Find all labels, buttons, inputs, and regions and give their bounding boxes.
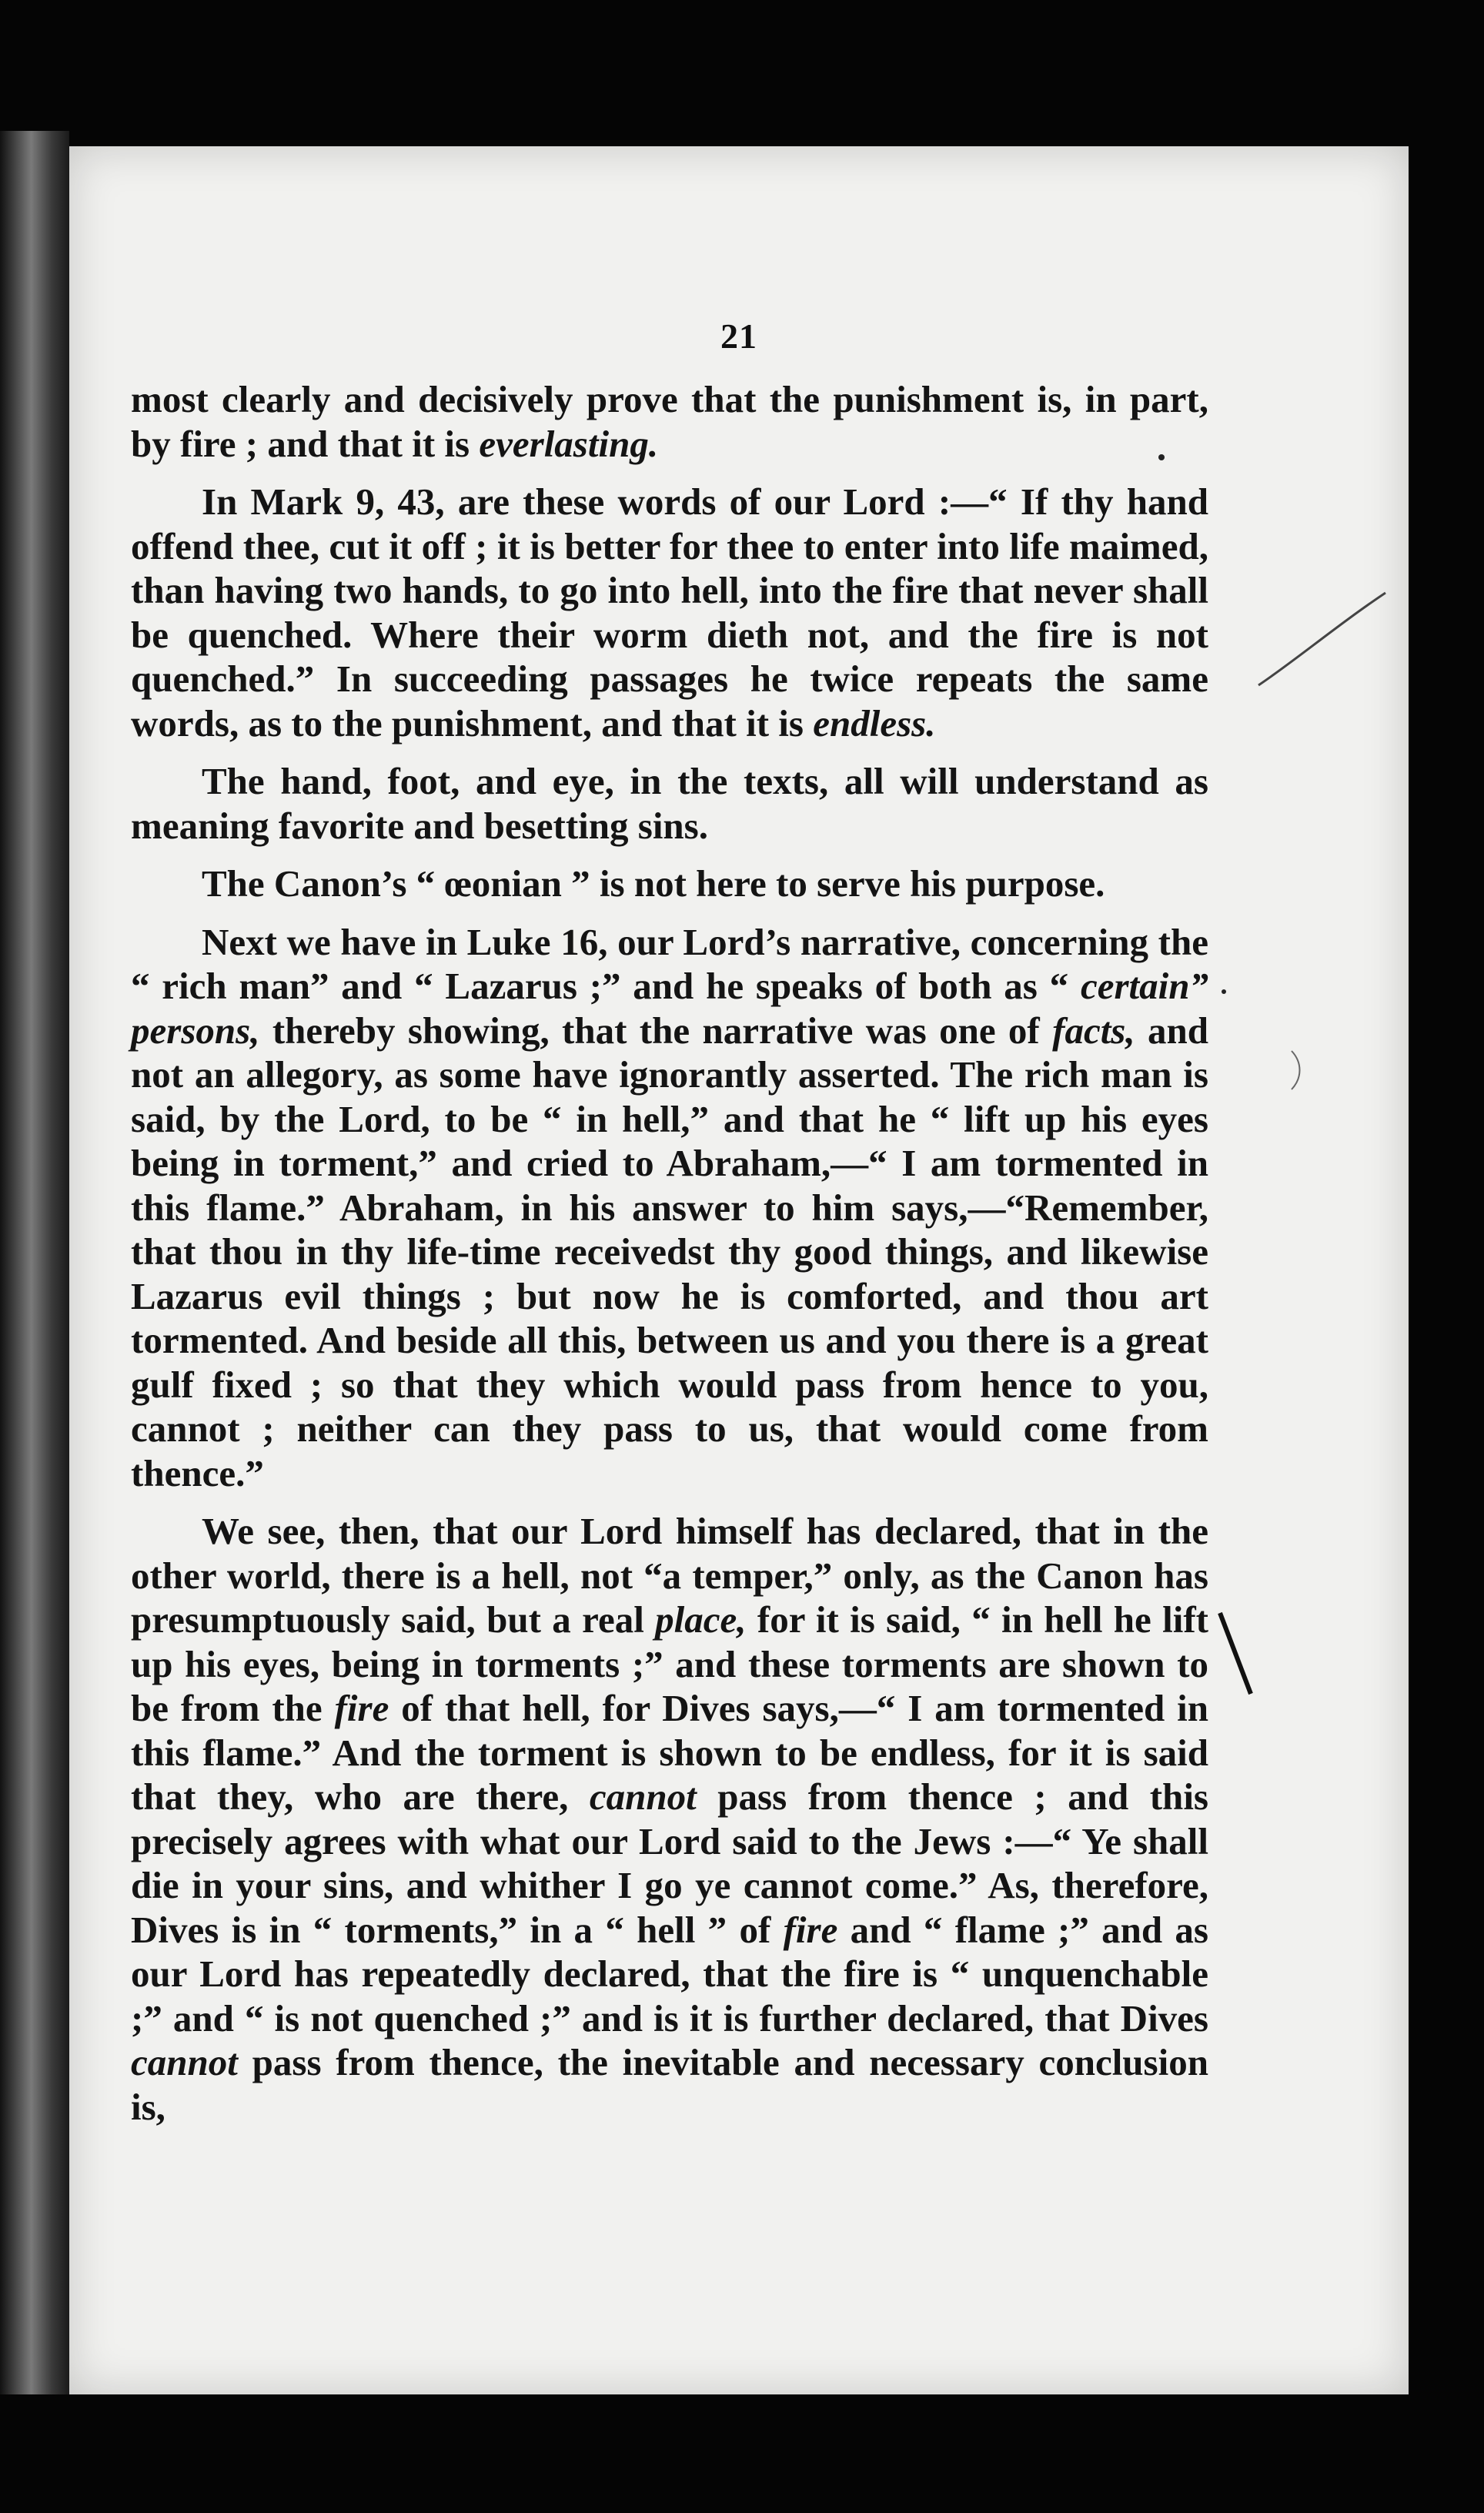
stray-dot [1158,454,1165,460]
italic-text-segment: fire [783,1908,838,1951]
paragraph [131,377,1208,466]
paragraph [131,1509,1208,2129]
paragraph [131,759,1208,848]
italic-text-segment: cannot [589,1775,697,1818]
text-segment: The hand, foot, and eye, in the texts, all will understand as meaning favorite and besetting sins. [131,760,1208,847]
margin-paren-mark [1285,1047,1309,1093]
text-segment: In Mark 9, 43, are these words of our Lord :—“ If thy hand offend thee, cut it off ; it is better for thee to enter into life maimed, than having two hands, to go into hell, into the fire that never shall be quenched. Where their worm dieth not, and the fire is not quenched.” In succeeding passages he twice repeats the same words, as to the punishment, and that it is [131,480,1208,745]
paragraph [131,920,1208,1496]
italic-text-segment: place, [655,1598,747,1641]
margin-pencil-mark-2 [1216,1609,1262,1702]
text-segment: for it is said, “ in hell he lift up his eyes, being in torments ;” and these torments are shown to be from the [131,1598,1208,1729]
italic-text-segment: endless. [813,701,936,745]
italic-text-segment: certain” persons, [131,965,1208,1052]
page-body-text [131,377,1208,2143]
text-segment: most clearly and decisively prove that the punishment is, in part, by fire ; and that it is [131,378,1208,465]
stray-dot [1222,989,1226,994]
page-number: 21 [720,316,757,356]
text-segment: and “ flame ;” and as our Lord has repeatedly declared, that the fire is “ unquenchable ;” and “ is not quenched ;” and is it is further declared, that Dives [131,1908,1209,2040]
book-binding-edge [0,131,69,2394]
text-segment: thereby showing, that the narrative was one of [259,1009,1053,1052]
margin-pencil-mark [1255,577,1393,693]
book-page [69,146,1409,2394]
text-segment: of that hell, for Dives says,—“ I am tormented in this flame.” And the torment is shown to be endless, for it is said that they, who are there, [131,1687,1208,1818]
italic-text-segment: facts, [1052,1009,1135,1052]
text-segment: Next we have in Luke 16, our Lord’s narrative, concerning the “ rich man” and “ Lazarus ;” and he speaks of both as “ [131,920,1208,1007]
text-segment: and not an allegory, as some have ignorantly asserted. The rich man is said, by the Lord, to be “ in hell,” and that he “ lift up his eyes being in torment,” and cried to Abraham,—“ I am tormented in this flame.” Abraham, in his answer to him says,—“Remember, that thou in thy life-time receivedst thy good things, and likewise Lazarus evil things ; but now he is comforted, and thou art tormented. And beside all this, between us and you there is a great gulf fixed ; so that they which would pass from hence to you, cannot ; neither can they pass to us, that would come from thence.” [131,1009,1208,1494]
text-segment: pass from thence ; and this precisely agrees with what our Lord said to the Jews :—“ Ye shall die in your sins, and whither I go ye cannot come.” As, therefore, Dives is in “ torments,” in a “ hell ” of [131,1775,1208,1951]
italic-text-segment: everlasting. [479,422,659,465]
italic-text-segment: cannot [131,2041,238,2083]
text-segment: We see, then, that our Lord himself has declared, that in the other world, there is a hell, not “a temper,” only, as the Canon has presumptuously said, but a real [131,1510,1208,1641]
paragraph [131,480,1208,745]
italic-text-segment: fire [334,1687,389,1729]
text-segment: The Canon’s “ œonian ” is not here to serve his purpose. [202,862,1105,905]
paragraph [131,862,1208,906]
text-segment: pass from thence, the inevitable and necessary conclusion is, [131,2041,1208,2128]
